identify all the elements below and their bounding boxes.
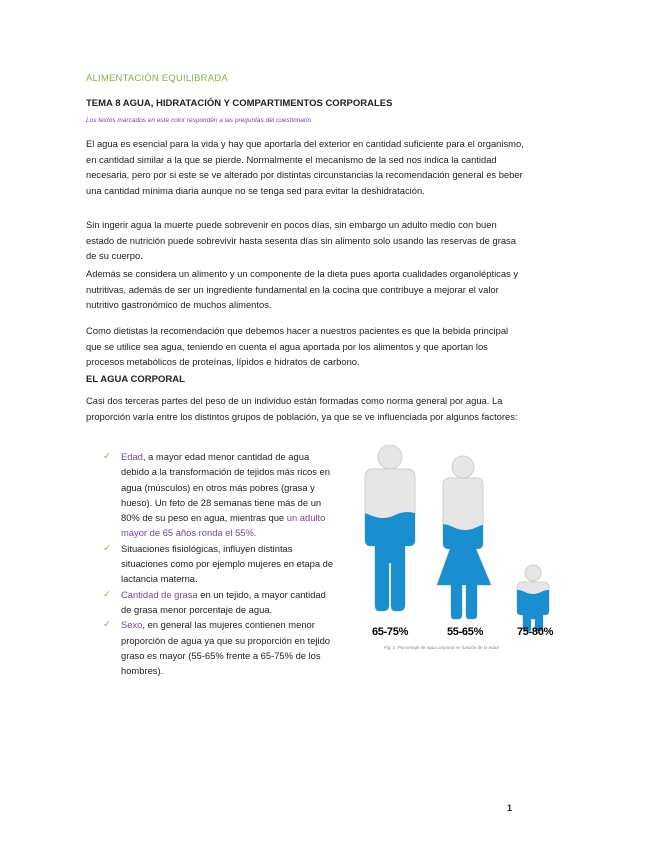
factors-list	[103, 449, 338, 678]
man-percentage-label: 65-75%	[371, 626, 409, 638]
section-title: ALIMENTACIÓN EQUILIBRADA	[86, 73, 228, 84]
factor-highlight-2: un adulto mayor de 65 años ronda el 55%.	[121, 512, 326, 539]
paragraph-dietistas: Como dietistas la recomendación que debemos hacer a nuestros pacientes es que la bebida principal que se utilice sea agua, teniendo en cuenta el agua aportada por los alimentos y que aportan los procesos metabólicos de proteínas, lípidos e hidratos de carbono.	[86, 325, 509, 367]
list-item	[103, 541, 338, 587]
page-number: 1	[507, 803, 513, 813]
checkmark-icon: ✓	[103, 588, 111, 600]
list-item	[103, 587, 338, 618]
checkmark-icon: ✓	[103, 542, 111, 554]
paragraph-alimento: Además se considera un alimento y un componente de la dieta pues aporta cualidades organolépticas y nutritivas, además de ser un ingrediente fundamental en la cocina que contribuye a mejorar el valor nutritivo gastronómico de muchos alimentos.	[86, 268, 519, 310]
list-item	[103, 617, 338, 678]
factor-highlight: Edad	[121, 451, 143, 462]
child-figure	[510, 565, 557, 660]
factor-text: , a mayor edad menor cantidad de agua debido a la transformación de tejidos más ricos en agua (músculos) en otros más pobres (grasa y hueso). Un feto de 28 semanas tiene más de un 80% de su peso en agua, mientras que	[121, 451, 330, 524]
checkmark-icon: ✓	[103, 451, 111, 462]
factor-text: , en general las mujeres contienen menor proporción de agua ya que su proporción en tejido graso es mayor (55-65% frente a 65-75% de los hombres).	[121, 619, 331, 677]
paragraph-agua-esencial: El agua es esencial para la vida y hay que aportarla del exterior en cantidad suficiente para el organismo, en cantidad similar a la que se pierde. Normalmente el mecanismo de la sed nos indica la cantidad necesaria, pero por si este se ve alterado por distintas circunstancias la recomendación general es beber una cantidad mínima diaria aunque no se tenga sed para evitar la deshidratación.	[86, 138, 524, 196]
color-legend-note: Los textos marcados en este color responden a las preguntas del cuestionario	[86, 117, 312, 124]
woman-percentage-label: 55-65%	[446, 626, 484, 638]
paragraph-agua-intro: Casi dos terceras partes del peso de un individuo están formadas como norma general por agua. La proporción varía entre los distintos grupos de población, ya que se ve influenciada por algunos factores:	[86, 395, 518, 422]
factor-text: Situaciones fisiológicas, influyen distintas situaciones como por ejemplo mujeres en etapa de lactancia materna.	[121, 542, 334, 585]
factor-text: en un tejido, a mayor cantidad de grasa menor porcentaje de agua.	[121, 588, 326, 615]
factor-highlight: Cantidad de grasa	[121, 588, 198, 600]
heading-agua-corporal: EL AGUA CORPORAL	[86, 374, 185, 385]
paragraph-sin-ingerir: Sin ingerir agua la muerte puede sobrevenir en pocos días, sin embargo un adulto medio con buen estado de nutrición puede sobrevivir hasta sesenta días sin alimento solo usando las reservas de grasa de su cuerpo.	[86, 219, 516, 261]
checkmark-icon: ✓	[103, 619, 111, 631]
topic-title: TEMA 8 AGUA, HIDRATACIÓN Y COMPARTIMENTOS CORPORALES	[86, 98, 393, 109]
water-percentage-figure	[345, 445, 560, 660]
figure-caption: Fig. 2. Porcentaje de agua corporal en función de la edad	[384, 645, 499, 650]
factor-highlight: Sexo	[121, 619, 143, 631]
child-percentage-label: 75-80%	[516, 626, 554, 638]
list-item	[103, 449, 338, 541]
